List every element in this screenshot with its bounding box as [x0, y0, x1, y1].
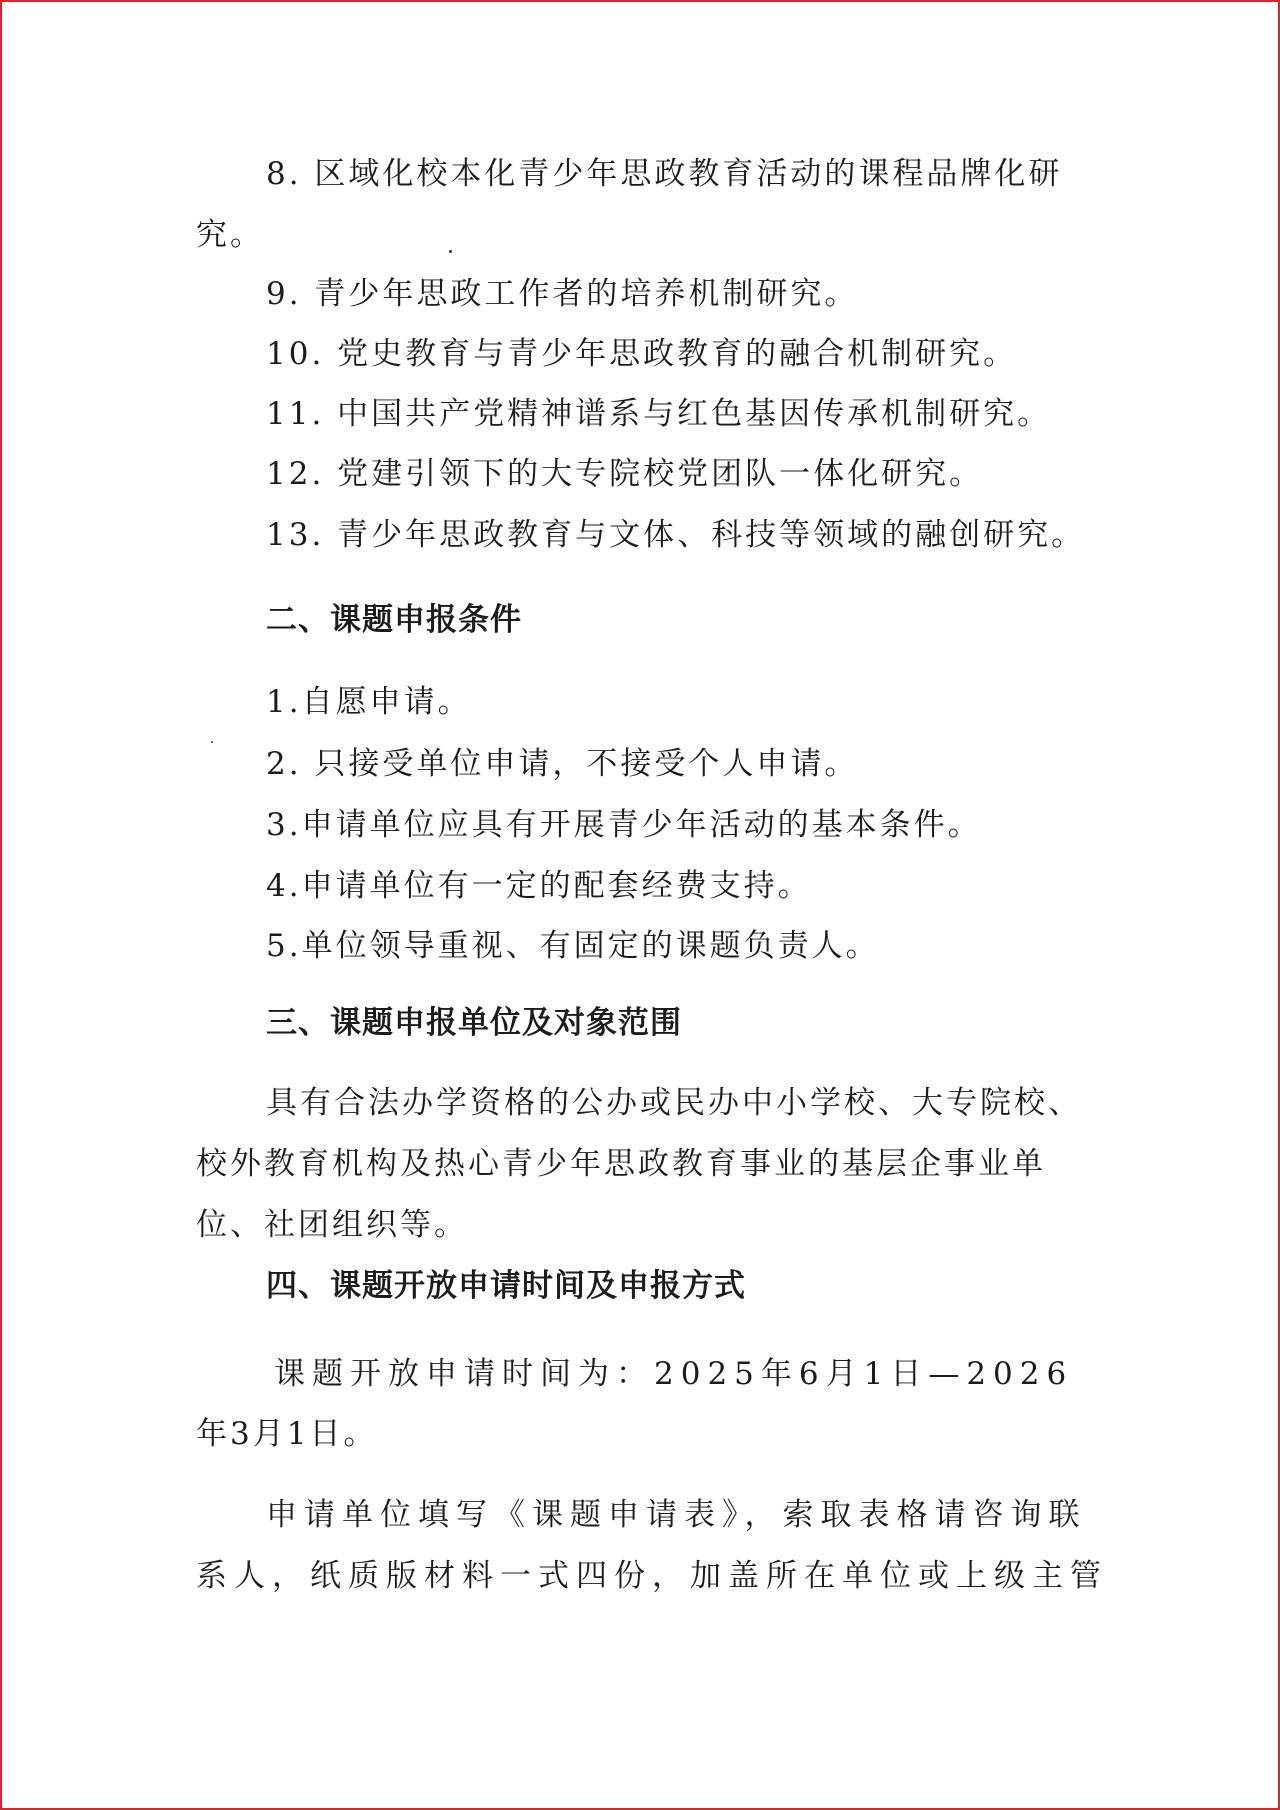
application-time-line-2: 年3月1日。: [196, 1416, 378, 1452]
section-heading-application-time-method: 四、课题开放申请时间及申报方式: [266, 1268, 746, 1304]
application-time-line-1: 课题开放申请时间为：2025年6月1日—2026: [274, 1356, 1074, 1392]
scope-paragraph-line-1: 具有合法办学资格的公办或民办中小学校、大专院校、: [266, 1085, 1082, 1121]
research-topic-11: 11. 中国共产党精神谱系与红色基因传承机制研究。: [266, 396, 1052, 432]
research-topic-8: 8. 区域化校本化青少年思政教育活动的课程品牌化研: [266, 156, 1063, 192]
scan-speck: [449, 250, 452, 253]
scope-paragraph-line-2: 校外教育机构及热心青少年思政教育事业的基层企事业单: [196, 1146, 1046, 1182]
research-topic-8-continued: 究。: [196, 217, 264, 253]
scope-paragraph-line-3: 位、社团组织等。: [196, 1207, 468, 1243]
condition-item-4: 4.申请单位有一定的配套经费支持。: [266, 868, 812, 904]
application-method-line-2: 系人，纸质版材料一式四份，加盖所在单位或上级主管: [196, 1558, 1108, 1594]
research-topic-10: 10. 党史教育与青少年思政教育的融合机制研究。: [266, 336, 1018, 372]
research-topic-13: 13. 青少年思政教育与文体、科技等领域的融创研究。: [266, 517, 1086, 553]
section-heading-application-conditions: 二、课题申报条件: [266, 602, 522, 638]
condition-item-5: 5.单位领导重视、有固定的课题负责人。: [266, 928, 880, 964]
application-method-line-1: 申请单位填写《课题申请表》，索取表格请咨询联: [266, 1497, 1087, 1533]
condition-item-2: 2. 只接受单位申请，不接受个人申请。: [266, 746, 859, 782]
condition-item-3: 3.申请单位应具有开展青少年活动的基本条件。: [266, 807, 982, 843]
condition-item-1: 1.自愿申请。: [266, 684, 472, 720]
research-topic-12: 12. 党建引领下的大专院校党团队一体化研究。: [266, 456, 984, 492]
scan-speck: [211, 741, 213, 743]
research-topic-9: 9. 青少年思政工作者的培养机制研究。: [266, 276, 859, 312]
section-heading-applicant-scope: 三、课题申报单位及对象范围: [266, 1005, 682, 1041]
